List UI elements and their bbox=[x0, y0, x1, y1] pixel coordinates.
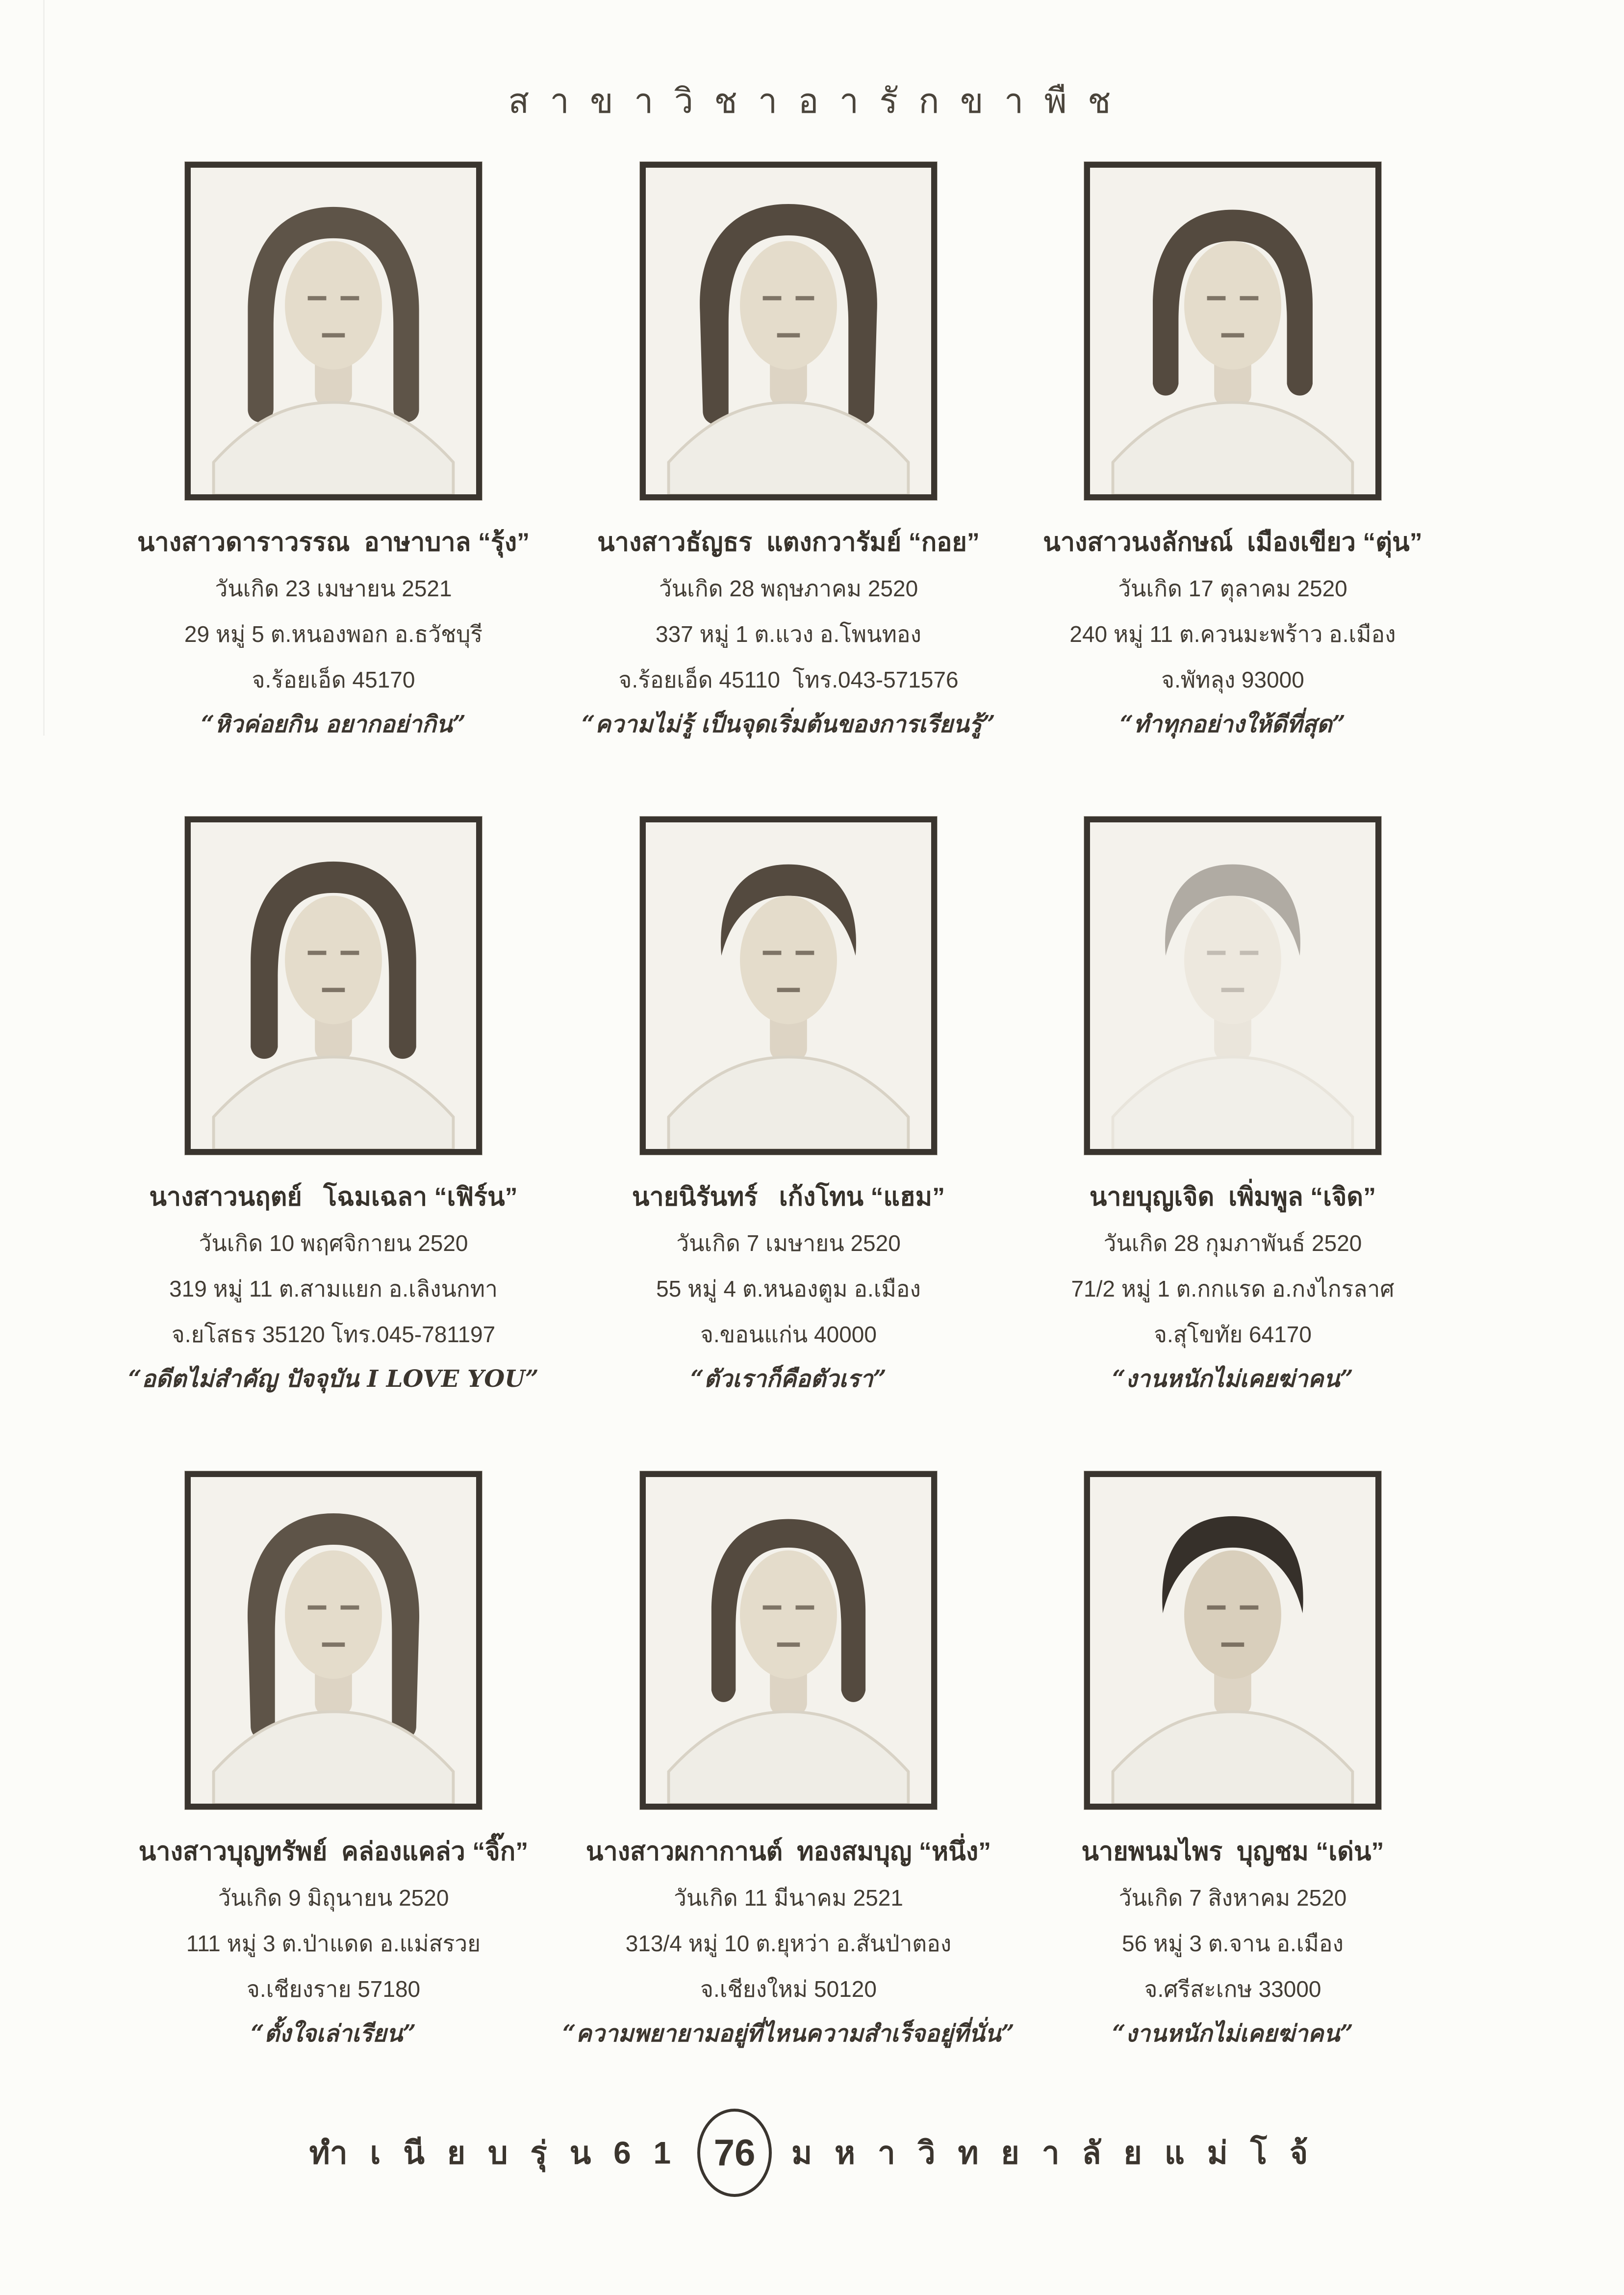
student-address-line2: จ.พัทลุง 93000 bbox=[1161, 667, 1304, 692]
page-number-badge bbox=[697, 2109, 772, 2197]
portrait-photo bbox=[185, 816, 482, 1155]
student-quote: “ความไม่รู้ เป็นจุดเริ่มต้นของการเรียนรู้” bbox=[582, 711, 995, 738]
student-address-line2: จ.ศรีสะเกษ 33000 bbox=[1144, 1976, 1321, 2002]
student-address-line1: 71/2 หมู่ 1 ต.กกแรด อ.กงไกรลาศ bbox=[1071, 1276, 1395, 1301]
student-address-line2: จ.สุโขทัย 64170 bbox=[1154, 1322, 1312, 1347]
student-card bbox=[988, 1471, 1478, 2055]
portrait-photo bbox=[640, 162, 937, 500]
student-name: นางสาวดาราวรรณ อาษาบาล “รุ้ง” bbox=[137, 528, 530, 557]
student-birthdate: วันเกิด 9 มิถุนายน 2520 bbox=[218, 1885, 449, 1911]
student-card bbox=[988, 162, 1478, 746]
student-birthdate: วันเกิด 10 พฤศจิกายน 2520 bbox=[199, 1230, 468, 1256]
student-address-line2: จ.ร้อยเอ็ด 45110 โทร.043-571576 bbox=[618, 667, 959, 692]
page-title: ส า ข า วิ ช า อ า รั ก ข า พื ช bbox=[508, 81, 1116, 121]
portrait-silhouette-female bbox=[646, 1477, 931, 1804]
student-card bbox=[543, 162, 1034, 746]
student-address-line1: 313/4 หมู่ 10 ต.ยุหว่า อ.สันป่าตอง bbox=[625, 1931, 952, 1956]
portrait-silhouette-female bbox=[191, 822, 476, 1149]
portrait-silhouette-male bbox=[1090, 822, 1375, 1149]
portrait-photo bbox=[185, 1471, 482, 1810]
student-birthdate: วันเกิด 23 เมษายน 2521 bbox=[215, 576, 452, 601]
portrait-photo bbox=[640, 816, 937, 1155]
student-address-line1: 337 หมู่ 1 ต.แวง อ.โพนทอง bbox=[656, 621, 921, 647]
student-quote: “ตัวเราก็คือตัวเรา” bbox=[690, 1365, 887, 1393]
student-name: นายบุญเจิด เพิ่มพูล “เจิด” bbox=[1089, 1183, 1376, 1211]
student-name: นางสาวนฤตย์ โฉมเฉลา “เฟิร์น” bbox=[149, 1183, 518, 1211]
student-name: นายนิรันทร์ เก้งโทน “แฮม” bbox=[632, 1183, 945, 1211]
portrait-photo bbox=[1084, 816, 1381, 1155]
student-card bbox=[988, 816, 1478, 1401]
portrait-silhouette-female bbox=[191, 1477, 476, 1804]
student-quote: “งานหนักไม่เคยฆ่าคน” bbox=[1112, 1365, 1353, 1393]
portrait-silhouette-female bbox=[191, 168, 476, 494]
student-quote: “หิวค่อยกิน อยากอย่ากิน” bbox=[201, 711, 466, 738]
student-birthdate: วันเกิด 28 พฤษภาคม 2520 bbox=[659, 576, 918, 601]
student-card bbox=[88, 1471, 579, 2055]
portrait-photo bbox=[1084, 1471, 1381, 1810]
portrait-silhouette-male bbox=[646, 822, 931, 1149]
student-address-line2: จ.เชียงราย 57180 bbox=[246, 1976, 421, 2002]
portrait-silhouette-female bbox=[1090, 168, 1375, 494]
student-name: นางสาวบุญทรัพย์ คล่องแคล่ว “จิ๊ก” bbox=[138, 1837, 529, 1866]
student-quote: “ทำทุกอย่างให้ดีที่สุด” bbox=[1119, 711, 1346, 738]
student-card bbox=[88, 816, 579, 1401]
student-card bbox=[543, 1471, 1034, 2055]
student-address-line1: 111 หมู่ 3 ต.ป่าแดด อ.แม่สรวย bbox=[186, 1931, 481, 1956]
student-name: นางสาวธัญธร แตงกวารัมย์ “กอย” bbox=[597, 528, 980, 557]
student-quote: “ความพยายามอยู่ที่ไหนความสำเร็จอยู่ที่นั่น” bbox=[562, 2020, 1015, 2047]
page-number: 76 bbox=[713, 2132, 756, 2174]
student-address-line1: 55 หมู่ 4 ต.หนองตูม อ.เมือง bbox=[656, 1276, 921, 1301]
student-quote: “งานหนักไม่เคยฆ่าคน” bbox=[1112, 2020, 1353, 2047]
student-address-line1: 319 หมู่ 11 ต.สามแยก อ.เลิงนกทา bbox=[169, 1276, 498, 1301]
student-address-line2: จ.ขอนแก่น 40000 bbox=[700, 1322, 877, 1347]
portrait-silhouette-female bbox=[646, 168, 931, 494]
student-name: นางสาวผกากานต์ ทองสมบุญ “หนึ่ง” bbox=[585, 1837, 991, 1866]
portrait-silhouette-male bbox=[1090, 1477, 1375, 1804]
footer-left-text: ทำ เ นี ย บ รุ่ น 6 1 bbox=[309, 2135, 678, 2170]
student-birthdate: วันเกิด 11 มีนาคม 2521 bbox=[674, 1885, 903, 1911]
portrait-photo bbox=[640, 1471, 937, 1810]
student-card bbox=[88, 162, 579, 746]
footer bbox=[0, 2109, 1624, 2197]
portrait-photo bbox=[1084, 162, 1381, 500]
student-address-line1: 56 หมู่ 3 ต.จาน อ.เมือง bbox=[1122, 1931, 1344, 1956]
student-address-line2: จ.ยโสธร 35120 โทร.045-781197 bbox=[171, 1322, 496, 1347]
student-address-line2: จ.เชียงใหม่ 50120 bbox=[700, 1976, 877, 2002]
student-name: นายพนมไพร บุญชม “เด่น” bbox=[1081, 1837, 1384, 1866]
student-address-line1: 240 หมู่ 11 ต.ควนมะพร้าว อ.เมือง bbox=[1069, 621, 1396, 647]
student-name: นางสาวนงลักษณ์ เมืองเขียว “ตุ่น” bbox=[1043, 528, 1422, 557]
student-birthdate: วันเกิด 17 ตุลาคม 2520 bbox=[1118, 576, 1347, 601]
student-birthdate: วันเกิด 28 กุมภาพันธ์ 2520 bbox=[1103, 1230, 1362, 1256]
portrait-photo bbox=[185, 162, 482, 500]
student-address-line1: 29 หมู่ 5 ต.หนองพอก อ.ธวัชบุรี bbox=[184, 621, 483, 647]
footer-right-text: ม ห า วิ ท ย า ลั ย แ ม่ โ จ้ bbox=[791, 2135, 1315, 2170]
student-card bbox=[543, 816, 1034, 1401]
student-address-line2: จ.ร้อยเอ็ด 45170 bbox=[252, 667, 415, 692]
student-birthdate: วันเกิด 7 สิงหาคม 2520 bbox=[1118, 1885, 1347, 1911]
student-quote: “ตั้งใจเล่าเรียน” bbox=[251, 2020, 416, 2047]
student-birthdate: วันเกิด 7 เมษายน 2520 bbox=[676, 1230, 901, 1256]
student-quote: “อดีตไม่สำคัญ ปัจจุบัน I LOVE YOU” bbox=[128, 1365, 539, 1393]
